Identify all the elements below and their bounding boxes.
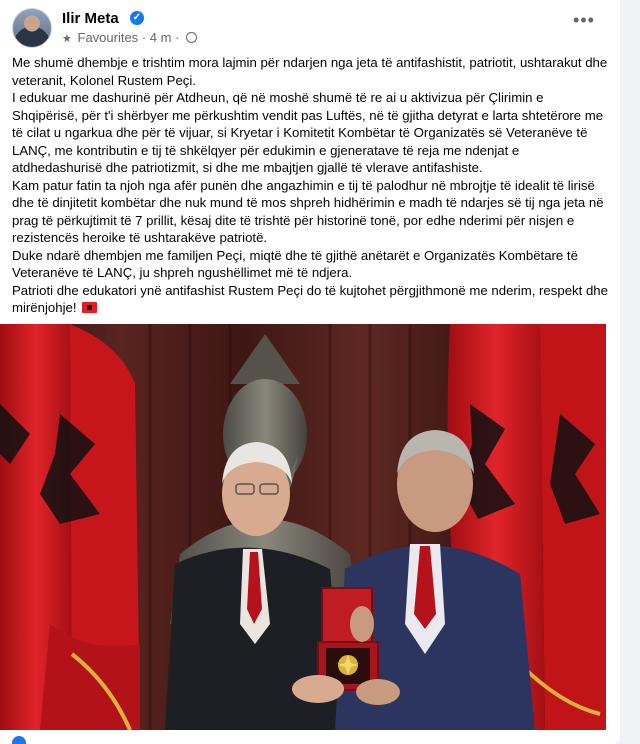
verified-badge-icon: ✓ xyxy=(130,11,144,25)
reaction-icon[interactable] xyxy=(12,736,26,744)
post-paragraph: I edukuar me dashurinë për Atdheun, që në moshë shumë të re ai u aktivizua për Çlirimin e Shqipërisë, për t'i shërbyer me përkushtim vendit pas Luftës, në të gjitha detyrat e larta shtetërore me të cilat u ngarkua dhe për të vijuar, si Kryetar i Komitetit Kombëtar të Organizatës së Veteranëve të LANÇ, me kontributin e tij të shkëlqyer për edukimin e gjeneratave të reja me ndenjat e atdhedashurisë dhe patriotizmit, si dhe me mbajtjen gjallë të vlerave antifashiste. xyxy=(12,90,604,175)
star-icon: ★ xyxy=(62,33,72,45)
more-options-button[interactable]: ••• xyxy=(573,10,595,30)
author-name[interactable]: Ilir Meta xyxy=(62,10,119,27)
post-paragraph: Kam patur fatin ta njoh nga afër punën dhe angazhimin e tij të palodhur në mbrojtje të idealit të lirisë dhe të dinjitetit kombëtar dhe nuk mund të mos shpreh hidhërimin e madh të ndarjes së tij nga jeta në prag të përkujtimit të 7 prillit, kësaj dite të trishtë për historinë tonë, por edhe nderimi për nisjen e rezistencës heroike të ushtarakëve patriotë. xyxy=(12,177,604,245)
meta-separator-2: · xyxy=(175,30,180,45)
post-header xyxy=(12,8,608,48)
post-meta xyxy=(62,30,197,45)
albanian-flag-emoji-icon xyxy=(82,302,97,313)
post-timestamp[interactable]: 4 m xyxy=(149,30,172,45)
audience-label[interactable]: Favourites xyxy=(77,30,139,45)
meta-separator: · xyxy=(141,30,147,45)
post-photo[interactable] xyxy=(0,324,606,730)
avatar[interactable] xyxy=(12,8,52,48)
bottom-bar xyxy=(0,730,620,744)
photo-illustration xyxy=(0,324,606,730)
post-paragraph-text: Patrioti dhe edukatori ynë antifashist Rustem Peçi do të kujtohet përgjithmonë me nderim, respekt dhe mirënjohje! xyxy=(12,282,608,315)
post-body xyxy=(12,54,612,317)
post-paragraph-last xyxy=(12,282,612,317)
page-background-strip xyxy=(620,0,640,744)
globe-icon xyxy=(186,32,197,43)
post-paragraph: Duke ndarë dhembjen me familjen Peçi, miqtë dhe të gjithë anëtarët e Organizatës Kombëtare të Veteranëve të LANÇ, ju shpreh ngushëllimet më të ndjera. xyxy=(12,247,578,280)
post-paragraph: Me shumë dhembje e trishtim mora lajmin për ndarjen nga jeta të antifashistit, patriotit, ushtarakut dhe veteranit, Kolonel Rustem Peçi. xyxy=(12,55,608,88)
